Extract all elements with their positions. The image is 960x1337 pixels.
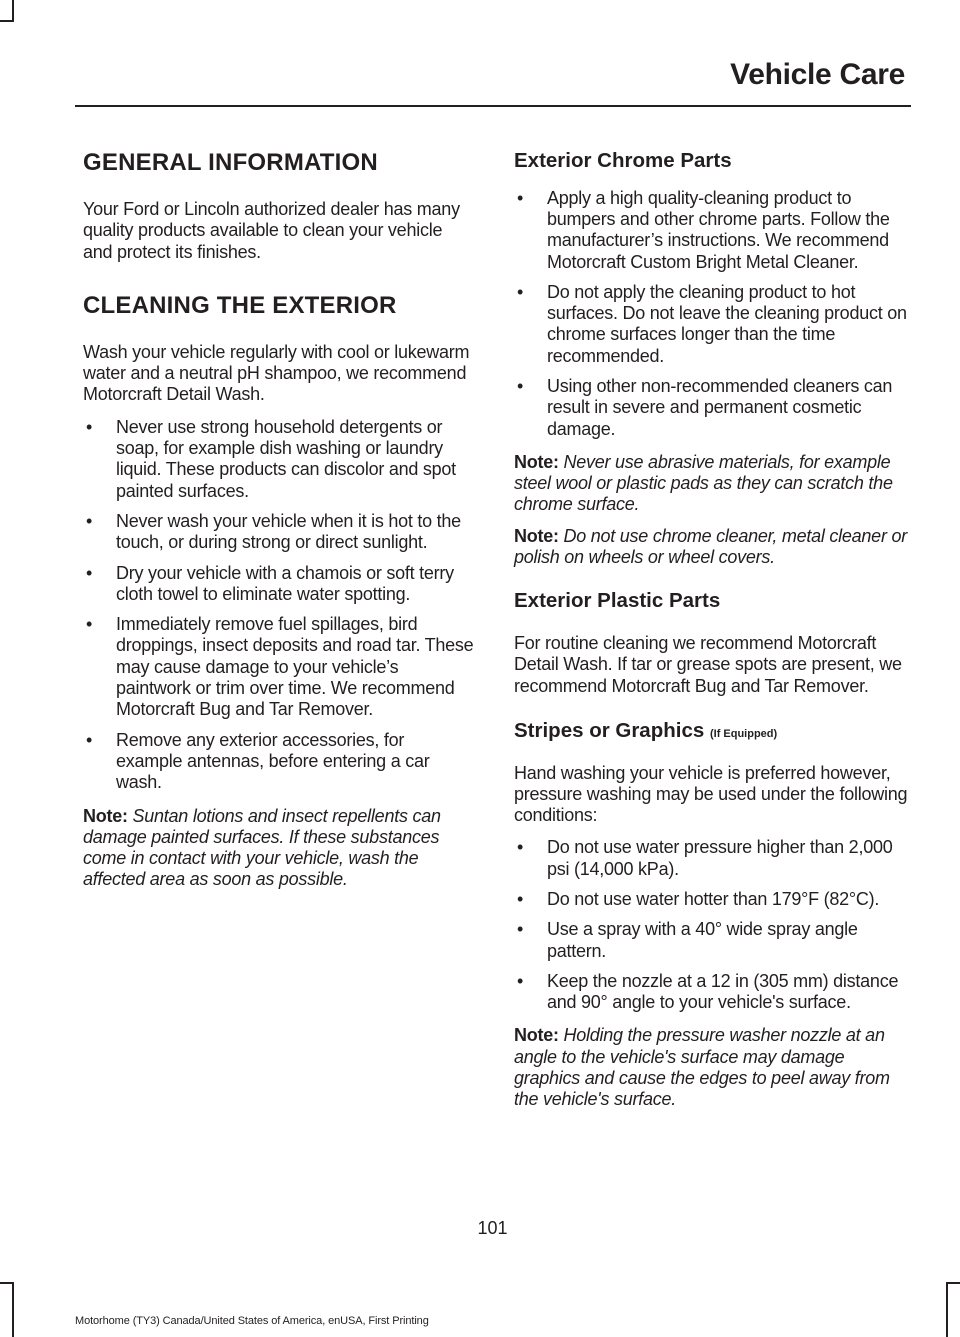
list-item: • Do not use water hotter than 179°F (82°C). (517, 889, 880, 909)
list-item: • Keep the nozzle at a 12 in (305 mm) distance and 90° angle to your vehicle's surface. (517, 970, 899, 1013)
cleaning-exterior-paragraph: Wash your vehicle regularly with cool or lukewarm water and a neutral pH shampoo, we recommend Motorcraft Detail Wash. (83, 341, 470, 405)
chrome-note-wheels: Note: Do not use chrome cleaner, metal cleaner or polish on wheels or wheel covers. (514, 525, 907, 568)
bullet-icon: • (517, 889, 524, 909)
crop-mark-top-left-vertical (12, 0, 14, 22)
list-item: • Do not apply the cleaning product to hot surfaces. Do not leave the cleaning product on chrome surfaces longer than the time recommended. (517, 281, 907, 366)
list-item: • Never use strong household detergents or soap, for example dish washing or laundry liquid. These products can discolor and spot painted surfaces. (86, 416, 456, 501)
cleaning-exterior-heading: CLEANING THE EXTERIOR (83, 291, 397, 319)
bullet-icon: • (517, 281, 524, 302)
bullet-icon: • (517, 970, 524, 991)
header-divider (75, 105, 911, 107)
list-item: • Apply a high quality-cleaning product to bumpers and other chrome parts. Follow the manufacturer’s instructions. We recommend Motorcraft Custom Bright Metal Cleaner. (517, 187, 890, 272)
bullet-icon: • (517, 376, 524, 396)
left-column (83, 140, 475, 912)
chrome-note-abrasive: Note: Never use abrasive materials, for example steel wool or plastic pads as they can scratch the chrome surface. (514, 451, 893, 515)
exterior-chrome-heading: Exterior Chrome Parts (514, 149, 732, 172)
footer-publication-info: Motorhome (TY3) Canada/United States of America, enUSA, First Printing (75, 1315, 429, 1327)
bullet-icon: • (86, 416, 93, 437)
if-equipped-qualifier: (If Equipped) (709, 727, 778, 740)
general-information-paragraph: Your Ford or Lincoln authorized dealer has many quality products available to clean your vehicle and protect its finishes. (83, 199, 460, 262)
right-column (514, 140, 908, 1132)
general-information-heading: GENERAL INFORMATION (83, 149, 378, 176)
suntan-note: Note: Suntan lotions and insect repellents can damage painted surfaces. If these substances come in contact with your vehicle, wash the affected area as soon as possible. (83, 805, 441, 890)
list-item: • Do not use water pressure higher than 2,000 psi (14,000 kPa). (517, 837, 893, 879)
crop-mark-bottom-right-horizontal (946, 1282, 960, 1284)
bullet-icon: • (517, 919, 524, 940)
note-label: Note: (514, 451, 559, 472)
chrome-bullet-list (514, 188, 908, 440)
bullet-icon: • (517, 837, 524, 858)
crop-mark-top-left-horizontal (0, 20, 14, 22)
list-item: • Immediately remove fuel spillages, bird droppings, insect deposits and road tar. These may cause damage to your vehicle’s paintwork or trim over time. We recommend Motorcraft Bug and Tar Remover. (86, 614, 474, 720)
bullet-icon: • (86, 614, 93, 635)
exterior-plastic-paragraph: For routine cleaning we recommend Motorcraft Detail Wash. If tar or grease spots are present, we recommend Motorcraft Bug and Tar Remover. (514, 633, 902, 696)
bullet-icon: • (517, 187, 524, 208)
list-item: • Dry your vehicle with a chamois or soft terry cloth towel to eliminate water spotting. (86, 562, 454, 604)
stripes-graphics-heading: Stripes or Graphics (If Equipped) (514, 718, 778, 742)
exterior-bullet-list (83, 417, 475, 794)
pressure-washer-note: Note: Holding the pressure washer nozzle at an angle to the vehicle's surface may damage graphics and cause the edges to peel away from the vehicle's surface. (514, 1025, 890, 1110)
crop-mark-bottom-left-horizontal (0, 1282, 14, 1284)
crop-mark-bottom-right-vertical (946, 1282, 948, 1337)
page-header-title: Vehicle Care (730, 58, 905, 91)
bullet-icon: • (86, 510, 93, 531)
page-number: 101 (477, 1218, 508, 1238)
note-label: Note: (83, 805, 128, 826)
note-label: Note: (514, 525, 559, 546)
stripes-bullet-list (514, 837, 908, 1013)
stripes-graphics-paragraph: Hand washing your vehicle is preferred however, pressure washing may be used under the following conditions: (514, 762, 908, 826)
exterior-plastic-heading: Exterior Plastic Parts (514, 589, 721, 613)
list-item: • Use a spray with a 40° wide spray angle pattern. (517, 919, 858, 961)
bullet-icon: • (86, 562, 93, 583)
list-item: • Never wash your vehicle when it is hot to the touch, or during strong or direct sunlight. (86, 510, 461, 553)
note-label: Note: (514, 1025, 559, 1046)
crop-mark-bottom-left-vertical (12, 1282, 14, 1337)
list-item: • Using other non-recommended cleaners can result in severe and permanent cosmetic damage. (517, 376, 893, 439)
list-item: • Remove any exterior accessories, for example antennas, before entering a car wash. (86, 729, 430, 793)
bullet-icon: • (86, 729, 93, 750)
